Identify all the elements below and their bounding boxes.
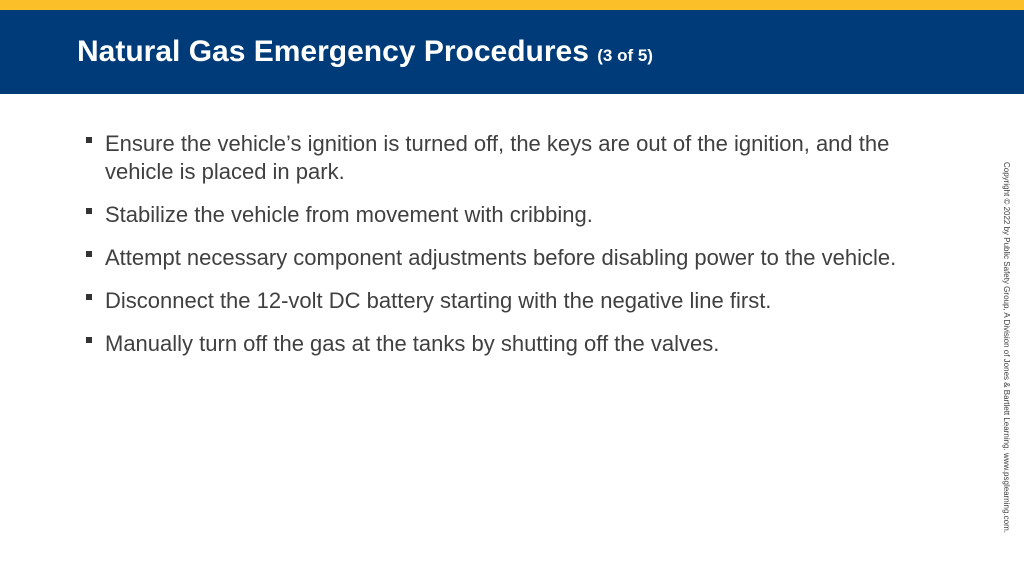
bullet-item	[86, 330, 916, 358]
copyright-notice: Copyright © 2022 by Public Safety Group, A Division of Jones & Bartlett Learning. www.psglearning.com.	[1002, 162, 1011, 533]
bullet-list	[86, 130, 916, 373]
title-banner	[0, 10, 1024, 94]
slide-title-part: (3 of 5)	[597, 46, 653, 65]
bullet-text: Disconnect the 12-volt DC battery starting with the negative line first.	[105, 288, 772, 313]
bullet-text: Ensure the vehicle’s ignition is turned off, the keys are out of the ignition, and the vehicle is placed in park.	[105, 131, 890, 184]
bullet-item	[86, 130, 916, 186]
square-bullet-icon	[86, 294, 92, 300]
bullet-item	[86, 244, 916, 272]
bullet-text: Manually turn off the gas at the tanks by shutting off the valves.	[105, 331, 720, 356]
slide-title-text: Natural Gas Emergency Procedures	[77, 35, 589, 68]
bullet-item	[86, 201, 916, 229]
bullet-item	[86, 287, 916, 315]
slide-title	[77, 34, 653, 74]
square-bullet-icon	[86, 137, 92, 143]
square-bullet-icon	[86, 251, 92, 257]
square-bullet-icon	[86, 208, 92, 214]
square-bullet-icon	[86, 337, 92, 343]
bullet-text: Stabilize the vehicle from movement with cribbing.	[105, 202, 593, 227]
top-accent-bar	[0, 0, 1024, 10]
bullet-text: Attempt necessary component adjustments before disabling power to the vehicle.	[105, 245, 897, 270]
